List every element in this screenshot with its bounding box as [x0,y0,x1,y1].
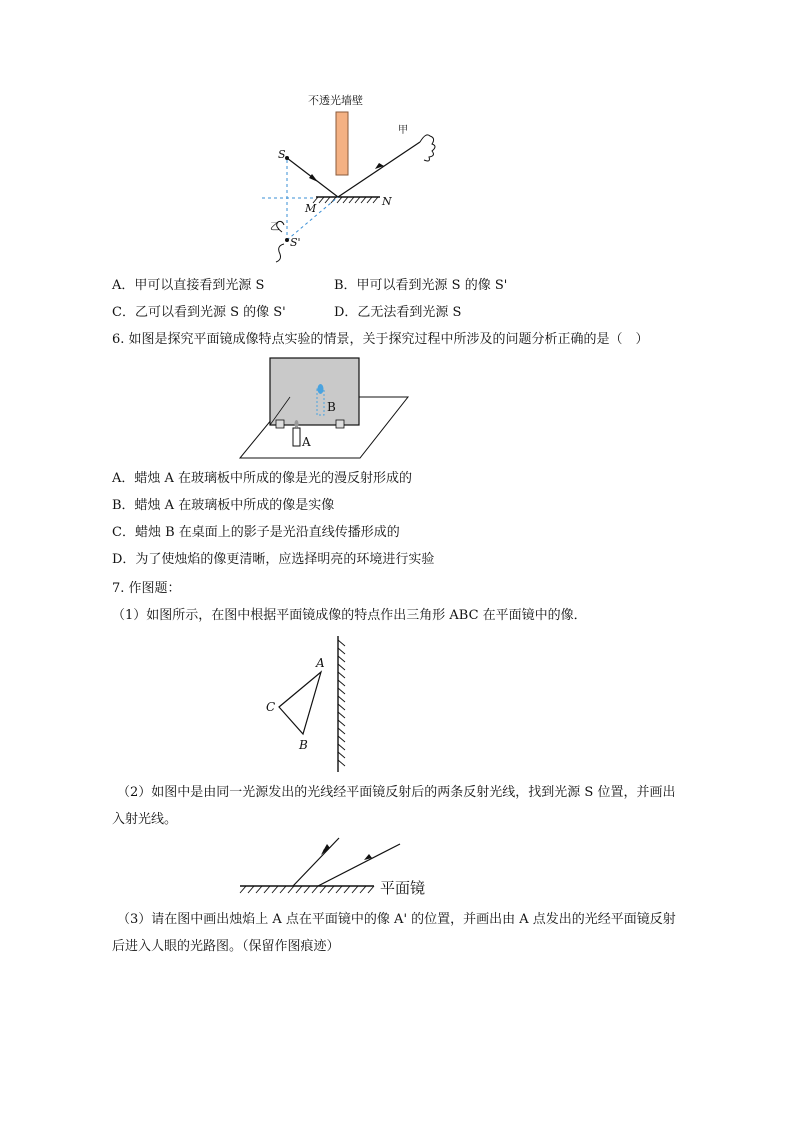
q7-part3-line2: 后进入人眼的光路图。（保留作图痕迹） [112,939,340,954]
label-n: N [382,195,392,208]
q6-option-c: C．蜡烛 B 在桌面上的影子是光沿直线传播形成的 [112,525,400,540]
label-s: S [278,148,286,161]
q7-part2-line1: （2）如图中是由同一光源发出的光线经平面镜反射后的两条反射光线，找到光源 S 位置，并画出 [117,785,676,800]
label-candle-a: A [302,435,311,449]
label-candle-b: B [327,400,336,414]
tri-label-b: B [299,738,308,752]
tri-label-c: C [266,700,276,714]
q6-stem: 6. 如图是探究平面镜成像特点实验的情景，关于探究过程中所涉及的问题分析正确的是（ ） [112,332,649,347]
wall-label: 不透光墙壁 [308,94,363,107]
plane-mirror-label: 平面镜 [380,879,426,897]
q6-option-b: B．蜡烛 A 在玻璃板中所成的像是实像 [112,498,335,513]
label-jia: 甲 [398,125,408,136]
q7-part1: （1）如图所示，在图中根据平面镜成像的特点作出三角形 ABC 在平面镜中的像． [112,608,587,623]
q5-option-b: B．甲可以看到光源 S 的像 S' [334,278,508,293]
q5-option-a: A．甲可以直接看到光源 S [112,278,265,293]
q7-part3-line1: （3）请在图中画出烛焰上 A 点在平面镜中的像 A' 的位置，并画出由 A 点发出的光经平面镜反射 [117,912,676,927]
label-s-prime: S' [290,236,301,249]
q5-option-c: C．乙可以看到光源 S 的像 S' [112,305,286,320]
tri-label-a: A [316,656,325,670]
q5-option-d: D．乙无法看到光源 S [334,305,462,320]
q6-option-a: A．蜡烛 A 在玻璃板中所成的像是光的漫反射形成的 [112,471,413,486]
q7-stem: 7. 作图题： [112,581,181,596]
label-yi: 乙 [270,222,280,233]
q7-part2-line2: 入射光线。 [112,812,178,827]
q6-option-d: D．为了使烛焰的像更清晰，应选择明亮的环境进行实验 [112,552,435,567]
label-m: M [305,202,317,215]
